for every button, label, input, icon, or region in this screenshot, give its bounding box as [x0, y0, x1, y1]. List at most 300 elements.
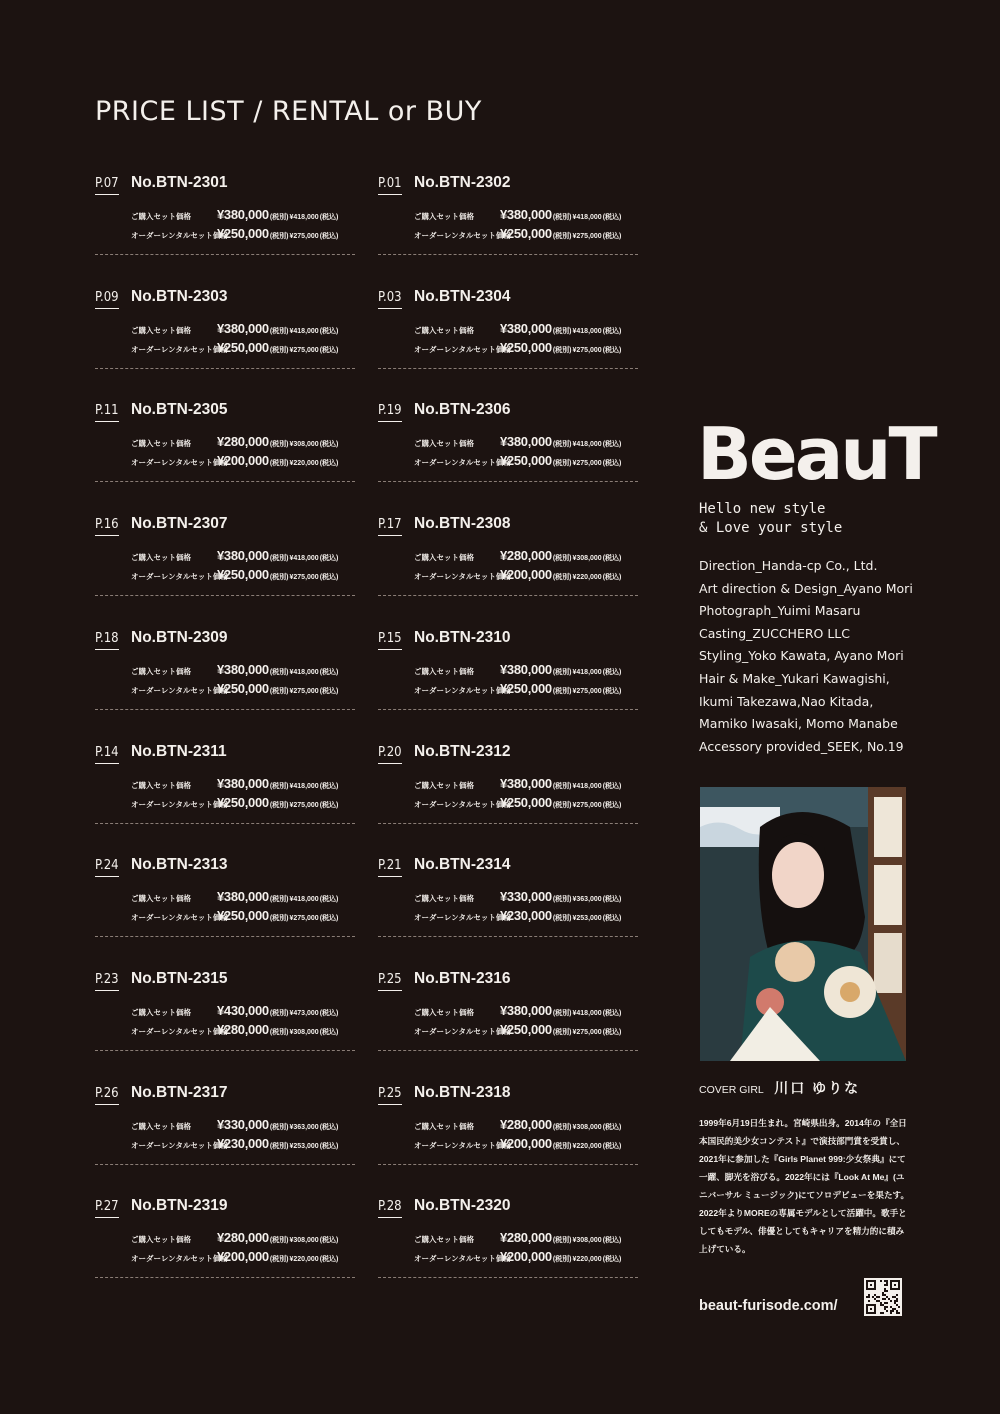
- rental-label: オーダーレンタルセット価格: [414, 458, 511, 468]
- buy-price-tax: ¥418,000: [572, 782, 602, 790]
- rental-price: ¥250,000: [500, 339, 552, 355]
- buy-price-tax: ¥308,000: [572, 1123, 602, 1131]
- tax-excl-label: (税別): [552, 801, 572, 809]
- buy-price: ¥380,000: [500, 434, 552, 450]
- rental-price-tax: ¥275,000: [572, 687, 602, 695]
- brand-logo: BeauT: [697, 412, 935, 496]
- tax-incl-label: (税込): [319, 1028, 339, 1036]
- rental-price: ¥250,000: [500, 453, 552, 469]
- rental-price-tax: ¥220,000: [572, 574, 602, 582]
- buy-price-row: [131, 776, 338, 791]
- rental-price: ¥250,000: [217, 567, 269, 583]
- brand-tagline: [699, 500, 909, 538]
- item-number: No.BTN-2303: [131, 287, 228, 305]
- page-ref: P.11: [95, 403, 119, 422]
- buy-price-tax: ¥308,000: [289, 441, 319, 449]
- page-ref: P.20: [378, 745, 402, 764]
- buy-price-tax: ¥418,000: [289, 327, 319, 335]
- tax-incl-label: (税込): [602, 687, 622, 695]
- tax-incl-label: (税込): [319, 1123, 339, 1131]
- buy-label: ご購入セット価格: [131, 212, 191, 221]
- tax-excl-label: (税別): [552, 782, 572, 790]
- buy-price-row: [131, 207, 338, 222]
- rental-price-row: [131, 1249, 338, 1264]
- rental-price: ¥200,000: [500, 567, 552, 583]
- tax-incl-label: (税込): [602, 346, 622, 354]
- rental-label: オーダーレンタルセット価格: [131, 799, 228, 809]
- item-number: No.BTN-2311: [131, 742, 227, 760]
- buy-price-row: [131, 1230, 338, 1245]
- rental-price: ¥200,000: [217, 453, 269, 469]
- price-item: [378, 742, 638, 824]
- page-ref: P.15: [378, 631, 402, 650]
- rental-price-tax: ¥275,000: [289, 574, 319, 582]
- buy-price: ¥430,000: [217, 1002, 269, 1018]
- website-link[interactable]: beaut-furisode.com/: [699, 1298, 838, 1314]
- tax-excl-label: (税別): [269, 687, 289, 695]
- buy-price-tax: ¥363,000: [572, 896, 602, 904]
- page-ref: P.01: [378, 176, 402, 195]
- price-item: [95, 858, 355, 937]
- rental-label: オーダーレンタルセット価格: [131, 231, 228, 240]
- tax-incl-label: (税込): [602, 782, 622, 790]
- tax-excl-label: (税別): [269, 1142, 289, 1150]
- price-item: [378, 1083, 638, 1165]
- rental-price-tax: ¥275,000: [572, 1028, 602, 1036]
- price-item: [95, 628, 355, 710]
- tax-excl-label: (税別): [552, 460, 572, 468]
- rental-price-row: [414, 340, 621, 355]
- tax-excl-label: (税別): [552, 574, 572, 582]
- cover-photo: [700, 787, 906, 1061]
- item-number: No.BTN-2320: [414, 1197, 511, 1215]
- tax-excl-label: (税別): [552, 896, 572, 904]
- buy-price-row: [414, 321, 621, 336]
- tax-incl-label: (税込): [319, 555, 339, 563]
- rental-price-row: [131, 340, 338, 355]
- rental-price: ¥250,000: [500, 680, 552, 696]
- buy-label: ご購入セット価格: [131, 1007, 191, 1017]
- buy-price-row: [414, 1230, 621, 1245]
- buy-price-row: [414, 207, 621, 222]
- credit-line: Ikumi Takezawa,Nao Kitada,: [699, 693, 874, 709]
- item-number: No.BTN-2309: [131, 628, 228, 646]
- rental-price-row: [131, 681, 338, 696]
- rental-price: ¥250,000: [217, 339, 269, 355]
- tax-excl-label: (税別): [269, 1256, 289, 1264]
- price-item: [378, 858, 638, 937]
- credit-line: Direction_Handa-cp Co., Ltd.: [699, 558, 878, 573]
- tax-incl-label: (税込): [319, 896, 339, 904]
- rental-label: オーダーレンタルセット価格: [131, 1026, 228, 1036]
- tax-excl-label: (税別): [269, 782, 289, 790]
- price-item: [378, 517, 638, 596]
- buy-price-row: [414, 548, 621, 563]
- tax-incl-label: (税込): [319, 1256, 339, 1264]
- item-number: No.BTN-2306: [414, 401, 511, 419]
- buy-label: ご購入セット価格: [414, 1121, 474, 1131]
- item-number: No.BTN-2304: [414, 287, 511, 305]
- item-number: No.BTN-2305: [131, 401, 228, 419]
- buy-label: ご購入セット価格: [414, 212, 474, 221]
- page-ref: P.19: [378, 403, 402, 422]
- rental-price-row: [131, 1136, 338, 1151]
- rental-label: オーダーレンタルセット価格: [414, 344, 511, 354]
- rental-price-tax: ¥275,000: [572, 233, 602, 240]
- buy-label: ご購入セット価格: [414, 1235, 474, 1245]
- page-ref: P.24: [95, 858, 119, 877]
- price-item: [95, 969, 355, 1051]
- rental-price-tax: ¥275,000: [572, 460, 602, 468]
- page-ref: P.25: [378, 1086, 402, 1105]
- tax-incl-label: (税込): [602, 1256, 622, 1264]
- rental-label: オーダーレンタルセット価格: [131, 685, 228, 695]
- tax-excl-label: (税別): [552, 687, 572, 695]
- credit-line: Hair & Make_Yukari Kawagishi,: [699, 670, 890, 686]
- buy-price: ¥330,000: [500, 889, 552, 905]
- page-ref: P.14: [95, 745, 119, 764]
- tax-excl-label: (税別): [269, 460, 289, 468]
- buy-price-tax: ¥418,000: [572, 214, 602, 221]
- buy-label: ご購入セット価格: [414, 894, 474, 904]
- price-item: [95, 742, 355, 824]
- tax-incl-label: (税込): [602, 1142, 622, 1150]
- item-number: No.BTN-2310: [414, 628, 511, 646]
- credit-line: Photograph_Yuimi Masaru: [699, 603, 861, 619]
- tax-excl-label: (税別): [552, 1028, 572, 1036]
- tax-excl-label: (税別): [552, 441, 572, 449]
- buy-price-row: [131, 434, 338, 449]
- rental-price-row: [414, 681, 621, 696]
- rental-price-tax: ¥220,000: [289, 460, 319, 468]
- page-ref: P.27: [95, 1199, 119, 1218]
- buy-price: ¥280,000: [500, 1230, 552, 1246]
- rental-price-row: [414, 453, 621, 468]
- buy-label: ご購入セット価格: [414, 1007, 474, 1017]
- price-item: [378, 176, 638, 255]
- rental-price-row: [131, 453, 338, 468]
- price-item: [378, 403, 638, 482]
- rental-price: ¥200,000: [500, 1249, 552, 1265]
- price-item: [378, 969, 638, 1051]
- buy-price: ¥380,000: [500, 207, 552, 222]
- rental-price-row: [414, 567, 621, 582]
- tax-excl-label: (税別): [552, 1123, 572, 1131]
- rental-label: オーダーレンタルセット価格: [131, 1140, 228, 1150]
- rental-price-row: [131, 795, 338, 810]
- page-title: PRICE LIST / RENTAL or BUY: [95, 96, 482, 127]
- buy-price-row: [131, 321, 338, 336]
- rental-label: オーダーレンタルセット価格: [414, 231, 511, 240]
- buy-price-row: [414, 662, 621, 677]
- item-number: No.BTN-2318: [414, 1083, 511, 1101]
- tax-incl-label: (税込): [602, 327, 622, 335]
- buy-price: ¥280,000: [500, 548, 552, 564]
- price-item: [95, 1083, 355, 1165]
- rental-price: ¥250,000: [500, 794, 552, 810]
- tax-excl-label: (税別): [552, 327, 572, 335]
- rental-price-tax: ¥220,000: [289, 1256, 319, 1264]
- tax-incl-label: (税込): [602, 574, 622, 582]
- tax-incl-label: (税込): [602, 896, 622, 904]
- buy-price-row: [414, 434, 621, 449]
- credit-line: Styling_Yoko Kawata, Ayano Mori: [699, 648, 904, 664]
- tax-incl-label: (税込): [319, 327, 339, 335]
- tax-excl-label: (税別): [552, 233, 572, 240]
- buy-price-tax: ¥473,000: [289, 1009, 319, 1017]
- rental-label: オーダーレンタルセット価格: [414, 572, 511, 582]
- tax-incl-label: (税込): [319, 574, 339, 582]
- rental-label: オーダーレンタルセット価格: [414, 913, 511, 923]
- rental-price-tax: ¥275,000: [289, 346, 319, 354]
- price-item: [378, 287, 638, 369]
- buy-price-row: [131, 1003, 338, 1018]
- rental-label: オーダーレンタルセット価格: [131, 913, 228, 923]
- tax-excl-label: (税別): [269, 214, 289, 221]
- tax-incl-label: (税込): [319, 233, 339, 240]
- rental-price: ¥250,000: [217, 226, 269, 241]
- page-ref: P.03: [378, 290, 402, 309]
- page-ref: P.28: [378, 1199, 402, 1218]
- buy-label: ご購入セット価格: [131, 780, 191, 790]
- tax-excl-label: (税別): [269, 1009, 289, 1017]
- tax-excl-label: (税別): [269, 346, 289, 354]
- rental-price-tax: ¥220,000: [572, 1142, 602, 1150]
- buy-price-tax: ¥418,000: [289, 782, 319, 790]
- tax-incl-label: (税込): [602, 233, 622, 240]
- tax-excl-label: (税別): [269, 441, 289, 449]
- item-number: No.BTN-2313: [131, 856, 228, 874]
- buy-label: ご購入セット価格: [131, 325, 191, 335]
- item-number: No.BTN-2307: [131, 515, 228, 533]
- buy-price-tax: ¥418,000: [572, 327, 602, 335]
- buy-price-row: [414, 776, 621, 791]
- page-ref: P.26: [95, 1086, 119, 1105]
- buy-label: ご購入セット価格: [131, 439, 191, 449]
- credit-line: Accessory provided_SEEK, No.19: [699, 738, 904, 754]
- credit-line: Mamiko Iwasaki, Momo Manabe: [699, 716, 898, 732]
- buy-price: ¥380,000: [500, 320, 552, 336]
- qr-code-icon[interactable]: [864, 1278, 902, 1316]
- buy-price-row: [414, 889, 621, 904]
- buy-price-tax: ¥363,000: [289, 1123, 319, 1131]
- credit-line: Casting_ZUCCHERO LLC: [699, 625, 851, 641]
- tax-incl-label: (税込): [602, 214, 622, 221]
- buy-price-tax: ¥418,000: [572, 441, 602, 449]
- tax-excl-label: (税別): [269, 896, 289, 904]
- rental-price: ¥250,000: [217, 680, 269, 696]
- cover-bio: 1999年6月19日生まれ。宮崎県出身。2014年の『全日本国民的美少女コンテスト』で演技部門賞を受賞し、2021年に参加した『Girls Planet 999:少女祭典』にて一躍、脚光を浴びる。2022年には『Look At Me』(ユニバーサル ミュージック)にてソロデビューを果たす。2022年よりMOREの専属モデルとして活躍中。歌手としてもモデル、俳優としてもキャリアを精力的に積み上げている。: [699, 1118, 910, 1254]
- item-number: No.BTN-2315: [131, 969, 228, 987]
- item-number: No.BTN-2308: [414, 515, 511, 533]
- rental-label: オーダーレンタルセット価格: [414, 1254, 511, 1264]
- tax-incl-label: (税込): [319, 1009, 339, 1017]
- rental-label: オーダーレンタルセット価格: [131, 1254, 228, 1264]
- rental-price: ¥200,000: [500, 1135, 552, 1151]
- tax-incl-label: (税込): [602, 441, 622, 449]
- tax-excl-label: (税別): [269, 233, 289, 240]
- page-ref: P.18: [95, 631, 119, 650]
- tax-excl-label: (税別): [552, 1009, 572, 1017]
- rental-price-row: [131, 226, 338, 241]
- buy-label: ご購入セット価格: [414, 439, 474, 449]
- buy-price-tax: ¥418,000: [572, 668, 602, 676]
- rental-price-tax: ¥220,000: [572, 1256, 602, 1264]
- tax-incl-label: (税込): [319, 460, 339, 468]
- tagline-line: Hello new style: [699, 501, 826, 517]
- rental-label: オーダーレンタルセット価格: [131, 458, 228, 468]
- tax-excl-label: (税別): [552, 346, 572, 354]
- tax-incl-label: (税込): [319, 801, 339, 809]
- rental-price-row: [131, 1022, 338, 1037]
- buy-label: ご購入セット価格: [131, 666, 191, 676]
- tax-excl-label: (税別): [269, 668, 289, 676]
- tax-incl-label: (税込): [319, 915, 339, 923]
- price-item: [378, 628, 638, 710]
- rental-price-tax: ¥275,000: [289, 233, 319, 240]
- rental-price-row: [414, 795, 621, 810]
- cover-girl: [699, 1078, 909, 1098]
- item-number: No.BTN-2317: [131, 1083, 228, 1101]
- tax-excl-label: (税別): [269, 801, 289, 809]
- rental-price-tax: ¥308,000: [289, 1028, 319, 1036]
- price-item: [95, 403, 355, 482]
- tax-incl-label: (税込): [319, 346, 339, 354]
- buy-price: ¥380,000: [217, 889, 269, 905]
- credit-line: Art direction & Design_Ayano Mori: [699, 580, 913, 596]
- rental-price-row: [414, 226, 621, 241]
- rental-price: ¥230,000: [500, 908, 552, 924]
- buy-price: ¥380,000: [217, 320, 269, 336]
- item-number: No.BTN-2316: [414, 969, 511, 987]
- buy-price-row: [131, 1117, 338, 1132]
- tax-incl-label: (税込): [602, 915, 622, 923]
- buy-price: ¥380,000: [500, 661, 552, 677]
- buy-price-tax: ¥308,000: [572, 555, 602, 563]
- rental-price-row: [414, 1249, 621, 1264]
- tax-excl-label: (税別): [552, 1237, 572, 1245]
- page-ref: P.16: [95, 517, 119, 536]
- price-item: [95, 287, 355, 369]
- buy-price-row: [131, 889, 338, 904]
- buy-label: ご購入セット価格: [131, 553, 191, 563]
- item-number: No.BTN-2319: [131, 1197, 228, 1215]
- tax-excl-label: (税別): [552, 214, 572, 221]
- tax-incl-label: (税込): [319, 214, 339, 221]
- rental-price: ¥250,000: [500, 1021, 552, 1037]
- tax-incl-label: (税込): [602, 460, 622, 468]
- rental-price: ¥250,000: [217, 908, 269, 924]
- rental-price: ¥250,000: [217, 794, 269, 810]
- buy-price: ¥380,000: [217, 661, 269, 677]
- tax-excl-label: (税別): [269, 555, 289, 563]
- rental-price-row: [414, 1136, 621, 1151]
- buy-price-row: [131, 662, 338, 677]
- price-item: [95, 1199, 355, 1278]
- rental-label: オーダーレンタルセット価格: [414, 685, 511, 695]
- page-ref: P.17: [378, 517, 402, 536]
- rental-label: オーダーレンタルセット価格: [414, 799, 511, 809]
- rental-label: オーダーレンタルセット価格: [131, 344, 228, 354]
- page-ref: P.23: [95, 972, 119, 991]
- tax-excl-label: (税別): [552, 555, 572, 563]
- rental-price-row: [414, 1022, 621, 1037]
- buy-label: ご購入セット価格: [414, 325, 474, 335]
- tax-excl-label: (税別): [552, 915, 572, 923]
- item-number: No.BTN-2301: [131, 174, 228, 191]
- rental-price-tax: ¥253,000: [572, 915, 602, 923]
- buy-label: ご購入セット価格: [131, 1235, 191, 1245]
- buy-price-tax: ¥308,000: [289, 1237, 319, 1245]
- buy-label: ご購入セット価格: [131, 1121, 191, 1131]
- tax-incl-label: (税込): [319, 1142, 339, 1150]
- tax-excl-label: (税別): [269, 1123, 289, 1131]
- rental-price-row: [414, 908, 621, 923]
- page-ref: P.09: [95, 290, 119, 309]
- buy-label: ご購入セット価格: [414, 780, 474, 790]
- buy-price-tax: ¥418,000: [289, 668, 319, 676]
- tax-incl-label: (税込): [319, 782, 339, 790]
- tax-excl-label: (税別): [269, 327, 289, 335]
- item-number: No.BTN-2314: [414, 856, 511, 874]
- tax-incl-label: (税込): [319, 668, 339, 676]
- tax-incl-label: (税込): [602, 555, 622, 563]
- buy-price-row: [414, 1117, 621, 1132]
- buy-price: ¥380,000: [500, 775, 552, 791]
- rental-price-tax: ¥275,000: [572, 346, 602, 354]
- buy-price-tax: ¥418,000: [289, 214, 319, 221]
- rental-price: ¥230,000: [217, 1135, 269, 1151]
- buy-label: ご購入セット価格: [131, 894, 191, 904]
- tax-incl-label: (税込): [319, 441, 339, 449]
- rental-price-tax: ¥275,000: [572, 801, 602, 809]
- buy-label: ご購入セット価格: [414, 666, 474, 676]
- rental-price-row: [131, 908, 338, 923]
- tax-excl-label: (税別): [269, 1237, 289, 1245]
- buy-price: ¥330,000: [217, 1116, 269, 1132]
- tagline-line: & Love your style: [699, 520, 843, 536]
- item-number: No.BTN-2302: [414, 174, 511, 191]
- buy-price-row: [414, 1003, 621, 1018]
- item-number: No.BTN-2312: [414, 742, 511, 760]
- rental-price: ¥280,000: [217, 1021, 269, 1037]
- buy-price-tax: ¥308,000: [572, 1237, 602, 1245]
- tax-incl-label: (税込): [319, 687, 339, 695]
- rental-price: ¥250,000: [500, 226, 552, 241]
- cover-name: 川口 ゆりな: [774, 1080, 861, 1096]
- tax-excl-label: (税別): [552, 1142, 572, 1150]
- tax-excl-label: (税別): [552, 668, 572, 676]
- rental-price-tax: ¥275,000: [289, 801, 319, 809]
- buy-price-tax: ¥418,000: [572, 1009, 602, 1017]
- rental-price-tax: ¥253,000: [289, 1142, 319, 1150]
- tax-incl-label: (税込): [602, 668, 622, 676]
- buy-price: ¥380,000: [217, 548, 269, 564]
- rental-price-row: [131, 567, 338, 582]
- price-item: [378, 1199, 638, 1278]
- tax-incl-label: (税込): [602, 1009, 622, 1017]
- page-ref: P.21: [378, 858, 402, 877]
- page-ref: P.07: [95, 176, 119, 195]
- tax-incl-label: (税込): [602, 1028, 622, 1036]
- buy-price: ¥380,000: [500, 1002, 552, 1018]
- rental-price-tax: ¥275,000: [289, 915, 319, 923]
- tax-excl-label: (税別): [552, 1256, 572, 1264]
- buy-price-tax: ¥418,000: [289, 555, 319, 563]
- tax-excl-label: (税別): [269, 915, 289, 923]
- buy-price: ¥280,000: [217, 1230, 269, 1246]
- cover-label: COVER GIRL: [699, 1084, 764, 1096]
